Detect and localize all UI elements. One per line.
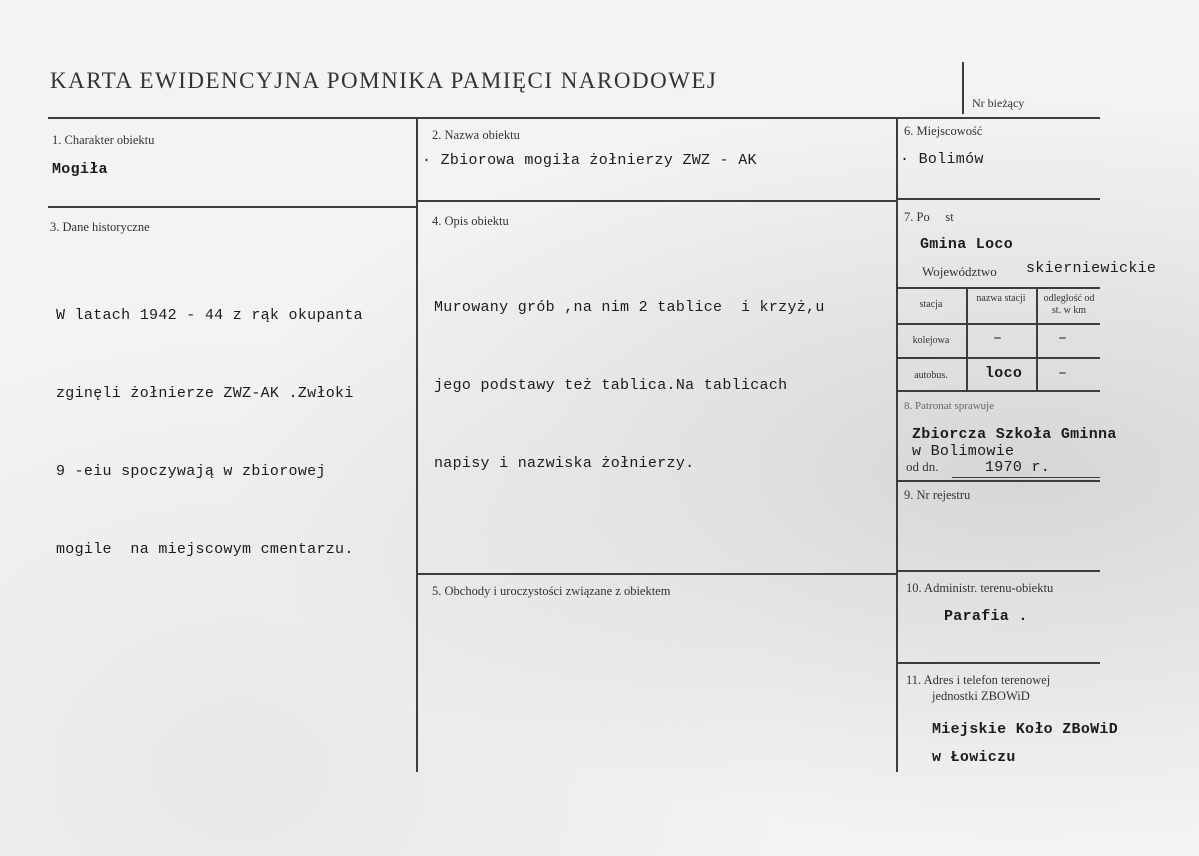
miejscowosc-value: · Bolimów — [900, 151, 984, 168]
table-cell-kolejowa-nazwa: – — [993, 330, 1003, 347]
dane-historyczne-text — [56, 251, 363, 615]
powiat-label: 7. Po st — [904, 210, 954, 224]
administrator-label: 10. Administr. terenu-obiektu — [906, 581, 1054, 595]
dane-historyczne-line: 9 -eiu spoczywają w zbiorowej — [56, 463, 326, 480]
table-header-stacja: stacja — [919, 299, 943, 310]
nazwa-obiektu-value: · Zbiorowa mogiła żołnierzy ZWZ - AK — [422, 152, 757, 169]
opis-obiektu-line: Murowany grób ,na nim 2 tablice i krzyż,u — [434, 299, 825, 316]
wojewodztwo-label: Województwo — [922, 264, 997, 279]
od-dn-underline — [952, 477, 1100, 478]
grid-col2-line — [896, 117, 898, 772]
table-cell-kolejowa: kolejowa — [912, 335, 950, 346]
card-title: KARTA EWIDENCYJNA POMNIKA PAMIĘCI NARODOWEJ — [50, 68, 718, 93]
grid-col1-line — [416, 117, 418, 772]
charakter-obiektu-value: Mogiła — [52, 161, 108, 178]
table-header-odleglosc: odległość od st. w km — [1043, 293, 1095, 316]
right-line-admin-bottom — [896, 662, 1100, 664]
table-col1-line — [966, 287, 968, 391]
table-header-nazwa: nazwa stacji — [976, 293, 1026, 304]
administrator-value: Parafia . — [944, 608, 1028, 625]
opis-obiektu-line: jego podstawy też tablica.Na tablicach — [434, 377, 788, 394]
adres-label-line1: 11. Adres i telefon terenowej — [906, 673, 1051, 687]
adres-line1: Miejskie Koło ZBoWiD — [932, 721, 1119, 738]
patronat-line2: w Bolimowie — [912, 443, 1015, 460]
miejscowosc-label: 6. Miejscowość — [904, 124, 983, 138]
table-header-line — [896, 323, 1100, 325]
gmina-value: Gmina Loco — [920, 236, 1014, 253]
dane-historyczne-line: mogile na miejscowym cmentarzu. — [56, 541, 354, 558]
table-cell-autobus-odl: – — [1058, 365, 1068, 382]
opis-obiektu-label: 4. Opis obiektu — [432, 214, 509, 228]
obchody-label: 5. Obchody i uroczystości związane z obiektem — [432, 584, 671, 598]
table-cell-autobus: autobus. — [914, 370, 948, 381]
nr-rejestru-label: 9. Nr rejestru — [904, 488, 971, 502]
table-bottom-line — [896, 390, 1100, 392]
od-dn-label: od dn. — [906, 459, 939, 474]
charakter-obiektu-label: 1. Charakter obiektu — [52, 133, 155, 147]
dane-historyczne-line: W latach 1942 - 44 z rąk okupanta — [56, 307, 363, 324]
grid-row1-line-mid — [416, 200, 896, 202]
dane-historyczne-label: 3. Dane historyczne — [50, 220, 150, 234]
right-line-patronat-bottom — [896, 480, 1100, 482]
patronat-label: 8. Patronat sprawuje — [904, 400, 995, 412]
adres-label-line2: jednostki ZBOWiD — [932, 689, 1030, 703]
right-line-rejestr-bottom — [896, 570, 1100, 572]
right-line-table-top — [896, 287, 1100, 289]
grid-row1-line-right — [896, 198, 1100, 200]
od-dn-value: 1970 r. — [985, 459, 1051, 476]
adres-line2: w Łowiczu — [932, 749, 1016, 766]
opis-obiektu-text — [434, 243, 825, 529]
table-row1-line — [896, 357, 1100, 359]
grid-row1-line-left — [48, 206, 416, 208]
nr-box-divider — [962, 62, 964, 114]
table-cell-kolejowa-odl: – — [1058, 330, 1068, 347]
patronat-line1: Zbiorcza Szkoła Gminna — [912, 426, 1117, 443]
nr-biezacy-label: Nr bieżący — [972, 96, 1025, 110]
grid-top-line — [48, 117, 1100, 119]
dane-historyczne-line: zginęli żołnierze ZWZ-AK .Zwłoki — [56, 385, 354, 402]
opis-obiektu-line: napisy i nazwiska żołnierzy. — [434, 455, 695, 472]
table-cell-autobus-nazwa: loco — [985, 365, 1023, 382]
nazwa-obiektu-label: 2. Nazwa obiektu — [432, 128, 520, 142]
grid-row-obchody-line — [416, 573, 896, 575]
wojewodztwo-value: skierniewickie — [1026, 260, 1157, 277]
